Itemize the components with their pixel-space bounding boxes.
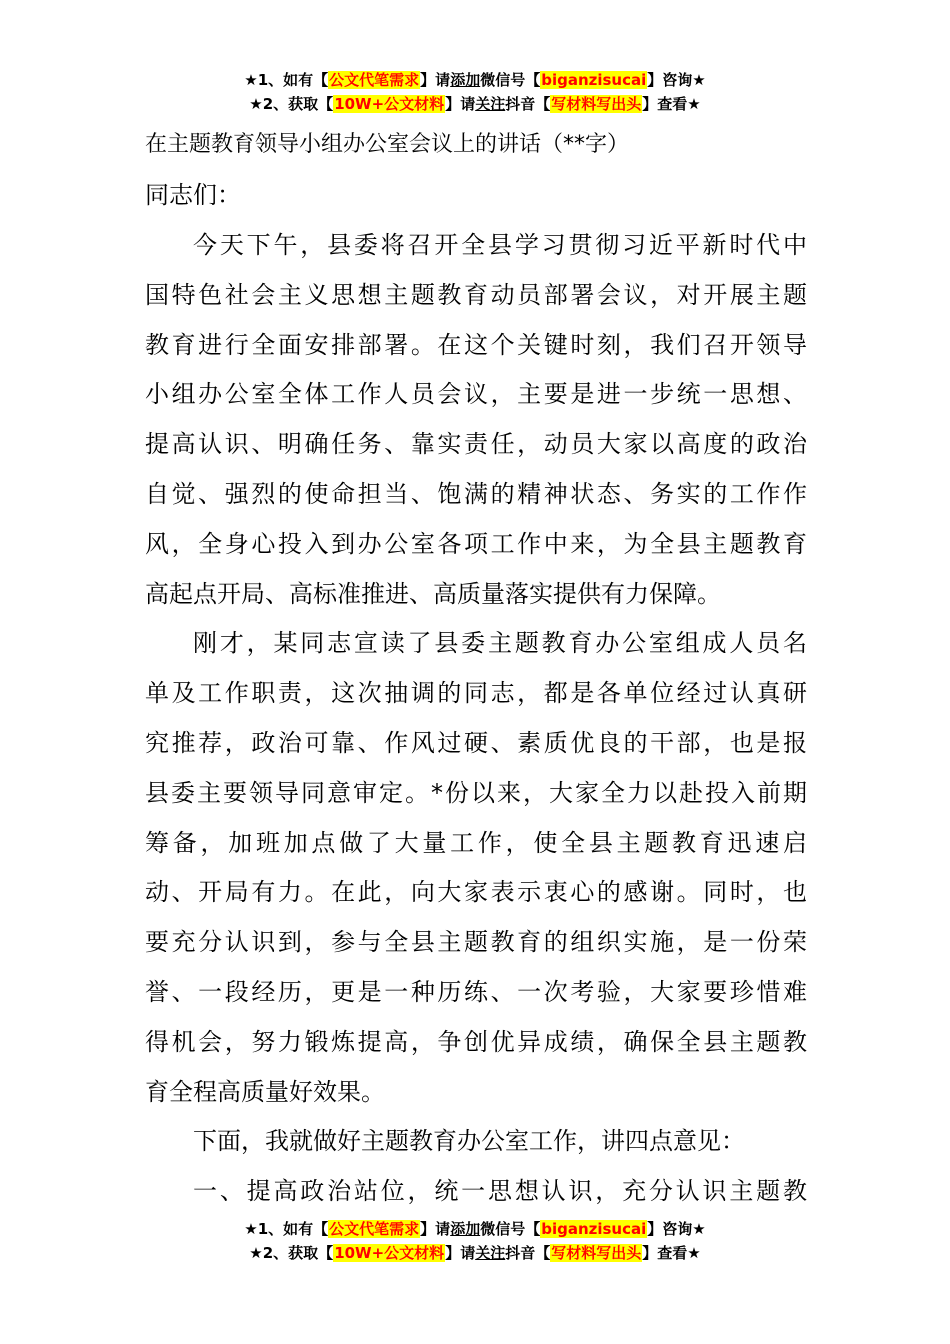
paragraph-line: 筹备，加班加点做了大量工作，使全县主题教育迅速启: [145, 828, 807, 857]
section-heading-line: 一、提高政治站位，统一思想认识，充分认识主题教: [193, 1177, 807, 1206]
underlined-text: 添加: [450, 1220, 481, 1238]
paragraph-line: 要充分认识到，参与全县主题教育的组织实施，是一份荣: [145, 928, 807, 957]
paragraph-line: 国特色社会主义思想主题教育动员部署会议，对开展主题: [145, 280, 807, 309]
paragraph-line: 刚才，某同志宣读了县委主题教育办公室组成人员名: [193, 629, 807, 658]
banner-text: ★1、如有【: [244, 1220, 329, 1238]
underlined-text: 添加: [450, 71, 481, 89]
banner-text: ★2、获取【: [249, 95, 334, 113]
paragraph-line: 誉、一段经历，更是一种历练、一次考验，大家要珍惜难: [145, 977, 807, 1006]
paragraph-line: 得机会，努力锻炼提高，争创优异成绩，确保全县主题教: [145, 1027, 807, 1056]
banner-text: 微信号【: [480, 1220, 541, 1238]
paragraph-line: 单及工作职责，这次抽调的同志，都是各单位经过认真研: [145, 679, 807, 708]
highlight-wechat-id: biganzisucai: [541, 71, 647, 89]
highlight-service: 公文代笔需求: [329, 71, 420, 89]
banner-text: 】请: [420, 71, 451, 89]
banner-text: 】查看★: [642, 1244, 701, 1262]
banner-text: 抖音【: [505, 1244, 551, 1262]
underlined-text: 关注: [475, 95, 506, 113]
banner-text: 】咨询★: [647, 1220, 706, 1238]
paragraph-line: 县委主要领导同意审定。*份以来，大家全力以赴投入前期: [145, 778, 807, 807]
banner-line-1: [0, 1217, 950, 1241]
paragraph-line: 今天下午，县委将召开全县学习贯彻习近平新时代中: [193, 231, 807, 259]
banner-text: 】请: [445, 1244, 476, 1262]
banner-text: 】请: [420, 1220, 451, 1238]
banner-text: 】请: [445, 95, 476, 113]
banner-text: ★2、获取【: [249, 1244, 334, 1262]
paragraph-line: 提高认识、明确任务、靠实责任，动员大家以高度的政治: [145, 430, 807, 459]
underlined-text: 关注: [475, 1244, 506, 1262]
highlight-materials: 10W+公文材料: [334, 95, 445, 113]
paragraph-line: 育全程高质量好效果。: [145, 1077, 385, 1106]
greeting: 同志们：: [145, 181, 241, 209]
paragraph-line: 教育进行全面安排部署。在这个关键时刻，我们召开领导: [145, 330, 807, 359]
highlight-materials: 10W+公文材料: [334, 1244, 445, 1262]
highlight-wechat-id: biganzisucai: [541, 1220, 647, 1238]
banner-line-1: [0, 68, 950, 92]
banner-text: 抖音【: [505, 95, 551, 113]
paragraph-line: 小组办公室全体工作人员会议，主要是进一步统一思想、: [145, 380, 807, 409]
banner-line-2: [0, 92, 950, 116]
paragraph-line: 高起点开局、高标准推进、高质量落实提供有力保障。: [145, 579, 721, 608]
paragraph-line: 自觉、强烈的使命担当、饱满的精神状态、务实的工作作: [145, 479, 807, 508]
document-title: 在主题教育领导小组办公室会议上的讲话（**字）: [145, 132, 630, 157]
banner-text: 】咨询★: [647, 71, 706, 89]
banner-text: 】查看★: [642, 95, 701, 113]
document-body: [145, 221, 807, 1217]
bottom-banner: [0, 1217, 950, 1265]
highlight-douyin-account: 写材料写出头: [551, 1244, 642, 1262]
banner-text: 微信号【: [480, 71, 541, 89]
banner-text: ★1、如有【: [244, 71, 329, 89]
paragraph-line: 风，全身心投入到办公室各项工作中来，为全县主题教育: [145, 529, 807, 558]
paragraph-line: 下面，我就做好主题教育办公室工作，讲四点意见：: [193, 1127, 745, 1156]
highlight-service: 公文代笔需求: [329, 1220, 420, 1238]
paragraph-line: 动、开局有力。在此，向大家表示衷心的感谢。同时，也: [145, 878, 807, 907]
top-banner: [0, 68, 950, 116]
paragraph-line: 究推荐，政治可靠、作风过硬、素质优良的干部，也是报: [145, 728, 807, 757]
banner-line-2: [0, 1241, 950, 1265]
highlight-douyin-account: 写材料写出头: [551, 95, 642, 113]
